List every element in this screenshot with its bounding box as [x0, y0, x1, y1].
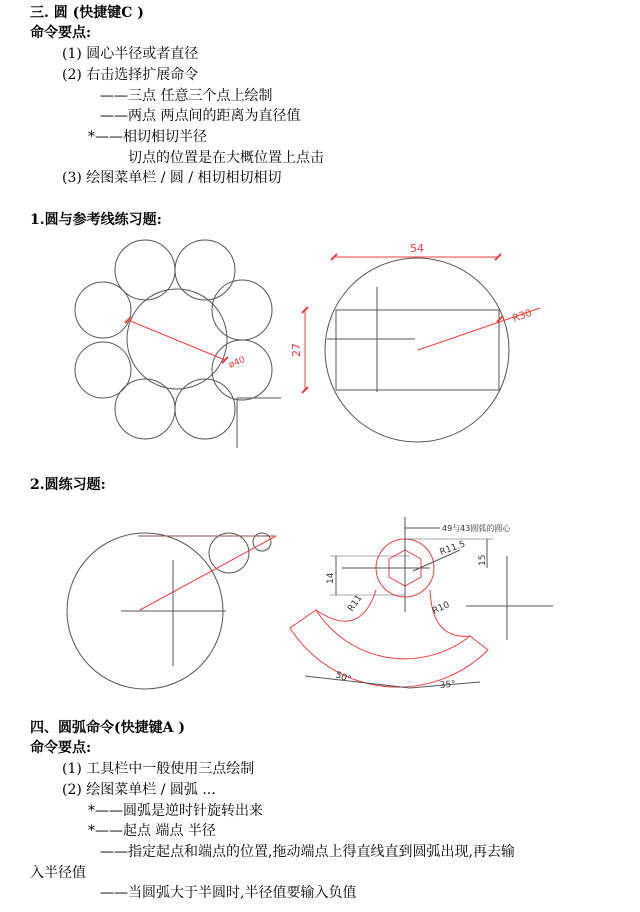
outer-circle	[325, 258, 509, 442]
exercise2-left-figure	[60, 528, 290, 696]
dim-15-label: 15	[478, 554, 488, 566]
center-callout: 49与43圆弧的圆心	[442, 524, 511, 533]
petal-circle	[212, 340, 272, 400]
section3-line-2: (2) 右击选择扩展命令	[62, 67, 199, 83]
inner-rectangle	[336, 310, 499, 390]
section4-line-6: 入半径值	[30, 865, 86, 881]
section3-line-6: 切点的位置是在大概位置上点击	[128, 150, 324, 166]
exercise1-left-figure	[60, 230, 290, 450]
petal-circle	[75, 282, 131, 338]
section3-heading: 三. 圆 (快捷键C )	[30, 5, 144, 21]
exercise1-right-figure	[290, 238, 534, 452]
section3-line-4: ——两点 两点间的距离为直径值	[100, 108, 301, 124]
petal-circle	[212, 280, 272, 340]
section4-line-4: *——起点 端点 半径	[88, 823, 216, 839]
fillet-r11	[316, 590, 376, 621]
exercise2-right-figure	[282, 512, 572, 698]
dim-14-label: 14	[326, 572, 336, 584]
height-label: 27	[290, 343, 303, 357]
section3-points-label: 命令要点:	[30, 25, 92, 41]
r11-label: R11	[346, 593, 365, 614]
petal-circle	[175, 379, 235, 439]
section4-line-7: ——当圆弧大于半圆时,半径值要输入负值	[100, 885, 357, 901]
diameter-dimension-line	[128, 320, 225, 360]
dim-35-label: 35°	[439, 679, 457, 691]
section3-line-7: (3) 绘图菜单栏 / 圆 / 相切相切相切	[62, 170, 282, 186]
section4-heading: 四、圆弧命令(快捷键A )	[30, 720, 185, 736]
r115-label: R11.5	[438, 539, 467, 558]
construction-line	[140, 536, 276, 610]
section3-line-5: *——相切相切半径	[88, 129, 207, 145]
petal-circle	[75, 342, 131, 398]
dim-50-line	[305, 676, 410, 688]
dim-50-label: 50°	[333, 670, 353, 686]
petal-circle	[175, 240, 235, 300]
section4-line-2: (2) 绘图菜单栏 / 圆弧 ...	[62, 782, 216, 798]
r10-label: R10	[431, 600, 452, 617]
exercise2-title: 2.圆练习题:	[30, 477, 106, 493]
section4-line-1: (1) 工具栏中一般使用三点绘制	[62, 761, 255, 777]
section3-line-3: ——三点 任意三个点上绘制	[100, 88, 273, 104]
radius-label: R30	[511, 307, 534, 325]
exercise1-title: 1.圆与参考线练习题:	[30, 212, 162, 228]
section4-line-5: ——指定起点和端点的位置,拖动端点上得直线直到圆弧出现,再去输	[100, 844, 515, 860]
section4-points-label: 命令要点:	[30, 740, 92, 756]
diameter-label: ø40	[227, 355, 247, 371]
outer-arc-band	[290, 610, 488, 687]
section4-line-3: *——圆弧是逆时针旋转出来	[88, 803, 263, 819]
section3-line-1: (1) 圆心半径或者直径	[62, 46, 199, 62]
medium-circle	[209, 533, 249, 573]
width-label: 54	[410, 242, 424, 255]
